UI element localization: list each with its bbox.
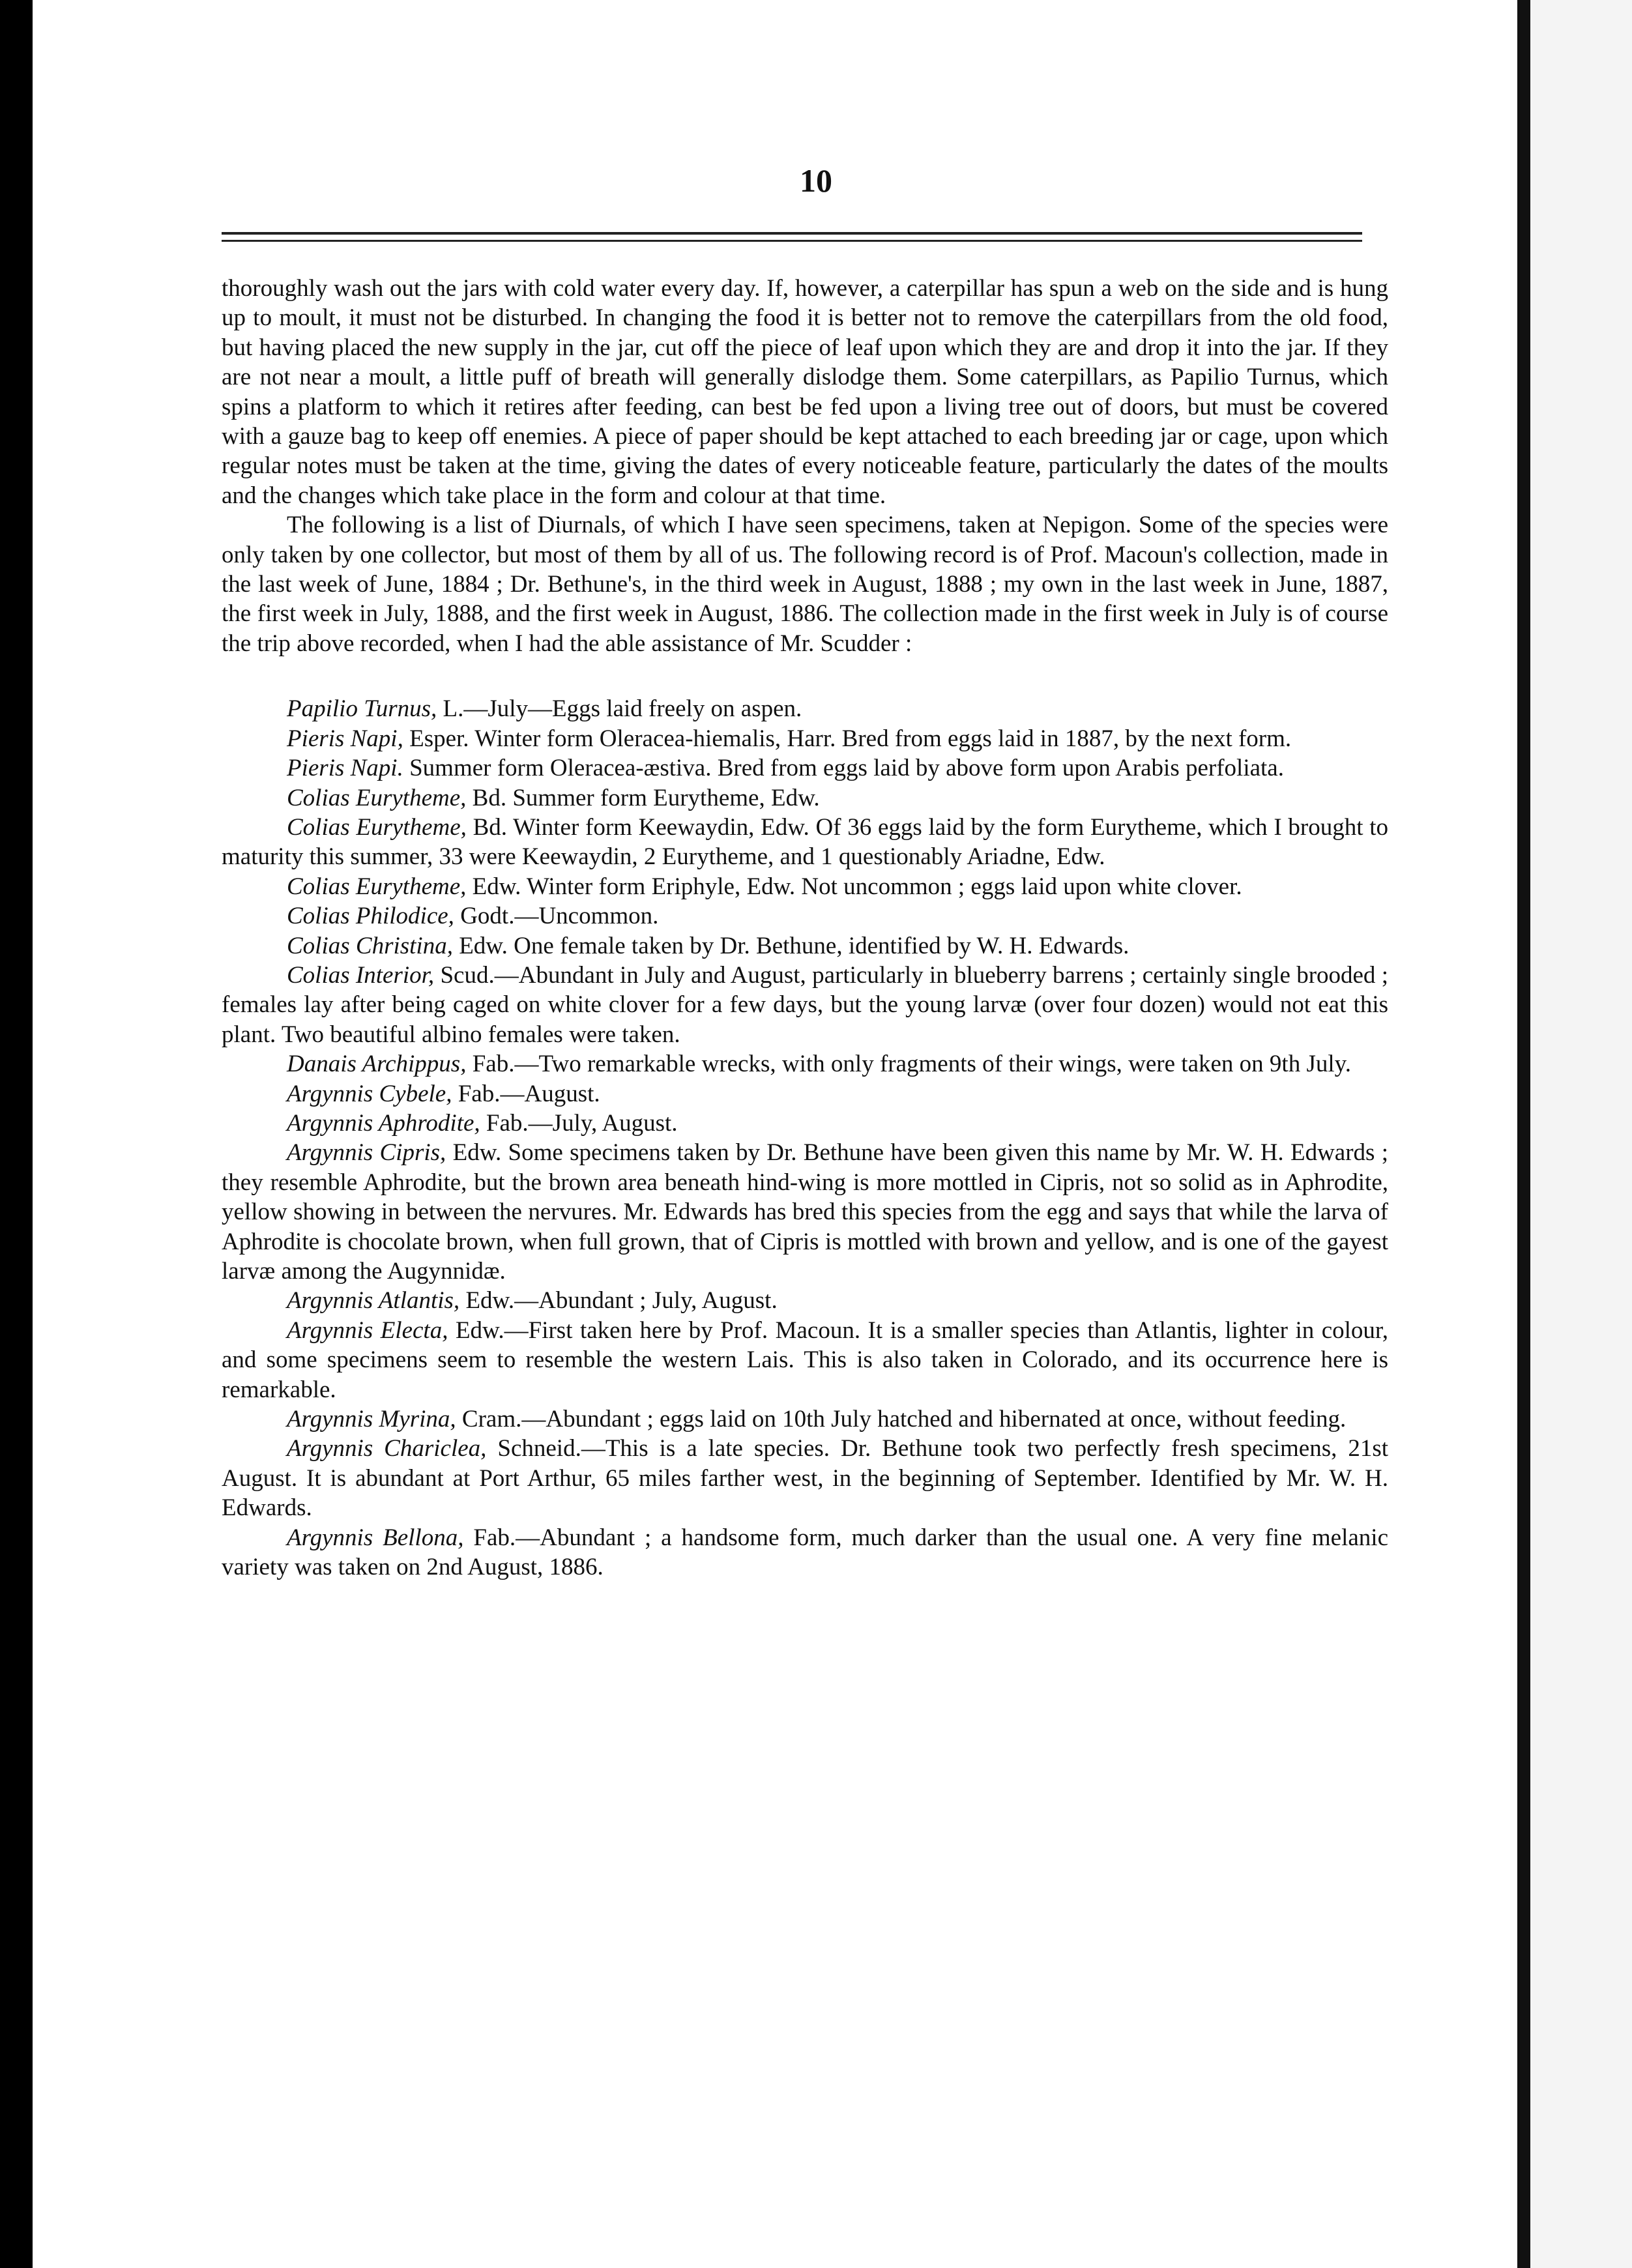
- species-entry: [222, 724, 1388, 753]
- species-entry: [222, 1404, 1388, 1434]
- header-rule-thin: [222, 240, 1362, 242]
- species-note: Bd. Winter form Keewaydin, Edw. Of 36 eggs laid by the form Eurytheme, which I brought to maturity this summer, 33 were Keewaydin, 2 Eurytheme, and 1 questionably Ariadne, Edw.: [222, 813, 1388, 871]
- species-entry: [222, 1109, 1388, 1138]
- species-name: Colias Eurytheme,: [287, 784, 467, 811]
- species-note: Edw. Some specimens taken by Dr. Bethune have been given this name by Mr. W. H. Edwards ; they resemble Aphrodite, but the brown area beneath hind-wing is more mottled in Cipris, not so solid as in Aphrodite, yellow showing in between the nervures. Mr. Edwards has bred this species from the egg and says that while the larva of Aphrodite is chocolate brown, when full grown, that of Cipris is mottled with brown and yellow, and is one of the gayest larvæ among the Augynnidæ.: [222, 1139, 1388, 1285]
- species-entry: [222, 753, 1388, 783]
- species-entry: [222, 961, 1388, 1049]
- species-name: Argynnis Electa,: [287, 1316, 448, 1344]
- species-name: Colias Interior,: [287, 961, 435, 989]
- species-note: Edw.—First taken here by Prof. Macoun. It is a smaller species than Atlantis, lighter in colour, and some specimens seem to resemble the western Lais. This is also taken in Colorado, and its occurrence here is remarkable.: [222, 1316, 1388, 1403]
- species-note: Godt.—Uncommon.: [454, 903, 659, 930]
- species-note: Bd. Summer form Eurytheme, Edw.: [466, 784, 820, 811]
- species-name: Pieris Napi.: [287, 755, 403, 782]
- species-note: Edw.—Abundant ; July, August.: [459, 1287, 778, 1315]
- species-entry: [222, 1138, 1388, 1286]
- species-note: Esper. Winter form Oleracea-hiemalis, Harr. Bred from eggs laid in 1887, by the next form.: [403, 725, 1292, 752]
- body-text: [222, 274, 1388, 1582]
- species-entry: [222, 872, 1388, 901]
- species-note: Edw. Winter form Eriphyle, Edw. Not uncommon ; eggs laid upon white clover.: [466, 873, 1242, 900]
- species-name: Danais Archippus,: [287, 1051, 467, 1078]
- species-note: Cram.—Abundant ; eggs laid on 10th July hatched and hibernated at once, without feeding.: [456, 1406, 1347, 1433]
- species-entry: [222, 1286, 1388, 1315]
- species-note: Scud.—Abundant in July and August, particularly in blueberry barrens ; certainly single brooded ; females lay after being caged on white clover for a few days, but the young larvæ (over four dozen) would not eat this plant. Two beautiful albino females were taken.: [222, 961, 1389, 1048]
- species-entry: [222, 1434, 1388, 1522]
- species-note: Schneid.—This is a late species. Dr. Bethune took two perfectly fresh specimens, 21st August. It is abundant at Port Arthur, 65 miles farther west, in the beginning of September. Identified by Mr. W. H. Edwards.: [222, 1435, 1388, 1522]
- species-entry: [222, 694, 1388, 723]
- species-note: Fab.—July, August.: [480, 1109, 678, 1137]
- paragraph: thoroughly wash out the jars with cold water every day. If, however, a caterpillar has spun a web on the side and is hung up to moult, it must not be disturbed. In changing the food it is better not to remove the caterpillars from the old food, but having placed the new supply in the jar, cut off the piece of leaf upon which they are and drop it into the jar. If they are not near a moult, a little puff of breath will generally dislodge them. Some caterpillars, as Papilio Turnus, which spins a platform to which it retires after feeding, can best be fed upon a living tree out of doors, but must be covered with a gauze bag to keep off enemies. A piece of paper should be kept attached to each breeding jar or cage, upon which regular notes must be taken at the time, giving the dates of every noticeable feature, particularly the dates of the moults and the changes which take place in the form and colour at that time.: [222, 275, 1388, 509]
- species-name: Colias Christina,: [287, 932, 453, 959]
- facing-page-edge: [1530, 0, 1632, 2268]
- species-name: Argynnis Myrina,: [287, 1406, 456, 1433]
- species-note: Summer form Oleracea-æstiva. Bred from eggs laid by above form upon Arabis perfoliata.: [403, 755, 1284, 782]
- species-name: Colias Eurytheme,: [287, 873, 467, 900]
- species-entry: [222, 1049, 1388, 1079]
- paragraph: The following is a list of Diurnals, of which I have seen specimens, taken at Nepigon. Some of the species were only taken by one collector, but most of them by all of us. The following record is of Prof. Macoun's collection, made in the last week of June, 1884 ; Dr. Bethune's, in the third week in August, 1888 ; my own in the last week in June, 1887, the first week in July, 1888, and the first week in August, 1886. The collection made in the first week in July is of course the trip above recorded, when I had the able assistance of Mr. Scudder :: [222, 512, 1388, 657]
- species-note: Fab.—Two remarkable wrecks, with only fragments of their wings, were taken on 9th July.: [466, 1051, 1351, 1078]
- species-entry: [222, 1523, 1388, 1582]
- species-name: Argynnis Bellona,: [287, 1524, 464, 1551]
- species-entry: [222, 813, 1388, 872]
- species-name: Papilio Turnus,: [287, 695, 437, 723]
- species-name: Argynnis Atlantis,: [287, 1287, 460, 1315]
- species-name: Argynnis Cipris,: [287, 1139, 446, 1167]
- page-number: 10: [800, 162, 832, 199]
- species-name: Argynnis Cybele,: [287, 1080, 452, 1107]
- species-entry: [222, 783, 1388, 813]
- species-note: L.—July—Eggs laid freely on aspen.: [437, 695, 802, 723]
- page-gutter: [1517, 0, 1530, 2268]
- species-note: Fab.—August.: [452, 1080, 600, 1107]
- species-entry: [222, 1316, 1388, 1404]
- species-name: Colias Eurytheme,: [287, 813, 467, 841]
- species-entry: [222, 1079, 1388, 1109]
- species-note: Fab.—Abundant ; a handsome form, much darker than the usual one. A very fine melanic variety was taken on 2nd August, 1886.: [222, 1524, 1388, 1581]
- species-note: Edw. One female taken by Dr. Bethune, identified by W. H. Edwards.: [452, 932, 1129, 959]
- spacer: [222, 658, 1388, 694]
- species-name: Pieris Napi,: [287, 725, 403, 752]
- species-entry: [222, 901, 1388, 931]
- species-name: Argynnis Aphrodite,: [287, 1109, 480, 1137]
- header-rule: [222, 232, 1362, 235]
- species-name: Argynnis Chariclea,: [287, 1435, 487, 1462]
- species-entry: [222, 931, 1388, 961]
- species-name: Colias Philodice,: [287, 903, 454, 930]
